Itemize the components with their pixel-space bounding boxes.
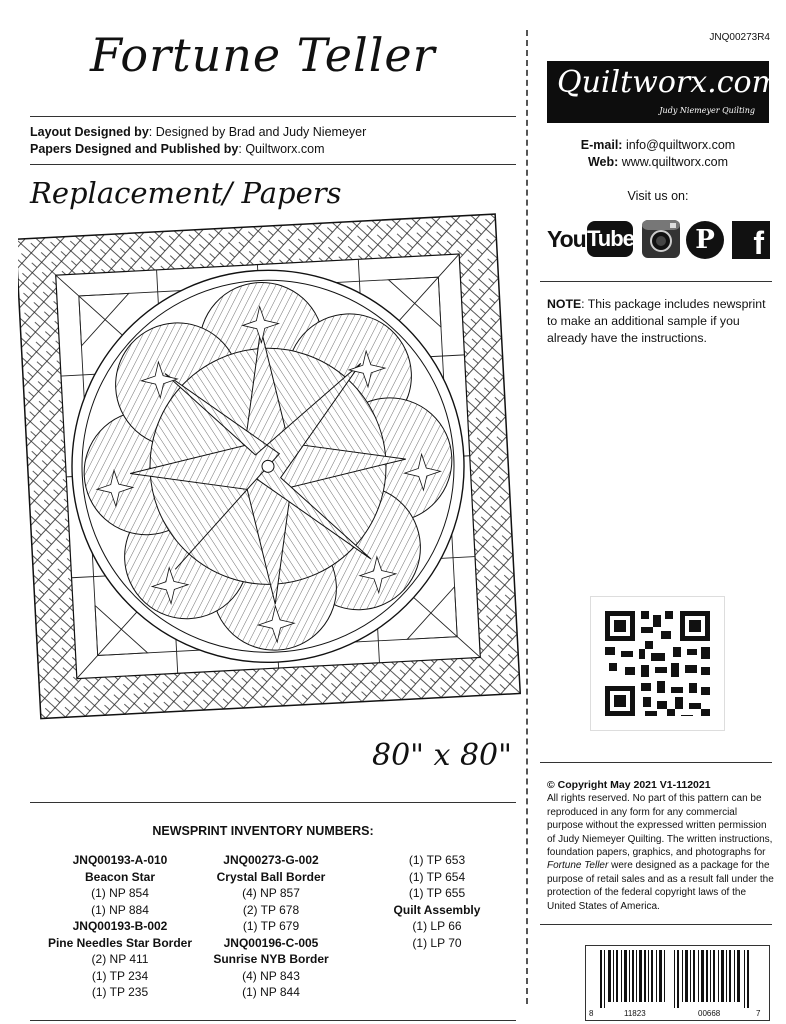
youtube-icon[interactable] [547, 218, 633, 260]
email-label: E-mail: [580, 138, 623, 152]
pattern-code: JNQ00273R4 [709, 32, 770, 43]
copyright-text-1: All rights reserved. No part of this pattern can be reproduced in any form for any commercial purpose without the expressed written permission of Judy Niemeyer Quilting. The written instructions, foundation papers, graphics, and photographs for [547, 793, 773, 859]
copyright-heading: © Copyright May 2021 V1-112021 [547, 779, 711, 791]
upc-barcode [585, 945, 770, 1021]
divider [540, 762, 772, 763]
note-block [547, 296, 772, 347]
layout-label: Layout Designed by [30, 125, 149, 139]
inventory-line: Sunrise NYB Border [213, 952, 329, 966]
youtube-tube-text: Tube [587, 221, 633, 257]
barcode-digit-3: 00668 [698, 1009, 721, 1018]
qr-code[interactable] [590, 596, 725, 731]
contact-block [540, 137, 776, 171]
barcode-bars [586, 950, 769, 1010]
subtitle: Replacement/ Papers [30, 176, 342, 210]
divider [30, 1020, 516, 1021]
barcode-digit-1: 8 [589, 1009, 594, 1018]
layout-value: : Designed by Brad and Judy Niemeyer [148, 125, 367, 139]
inventory-line: JNQ00193-A-010 [72, 853, 168, 867]
papers-value: : Quiltworx.com [238, 142, 325, 156]
inventory-line: Beacon Star [84, 869, 156, 884]
pattern-title: Fortune Teller [90, 28, 436, 82]
credits-block [30, 124, 366, 158]
inventory-column-3 [372, 852, 502, 951]
copyright-text-2: were designed as a package for the purpose of retail sales and as a result fall under the protection of the federal copyright laws of the United States of America. [547, 860, 774, 912]
copyright-italic-title: Fortune Teller [547, 860, 609, 872]
inventory-line: (1) NP 884 [91, 902, 149, 917]
inventory-line: (1) LP 70 [412, 935, 462, 950]
inventory-line: (1) TP 655 [408, 886, 466, 900]
inventory-line: Quilt Assembly [393, 902, 481, 917]
divider [540, 281, 772, 282]
quilt-line-drawing [18, 196, 530, 736]
inventory-line: JNQ00196-C-005 [223, 935, 319, 950]
inventory-line: (1) NP 854 [91, 886, 149, 900]
pinterest-letter: P [686, 221, 724, 259]
facebook-icon[interactable] [732, 218, 770, 260]
inventory-line: Crystal Ball Border [216, 869, 326, 884]
email-link[interactable]: info@quiltworx.com [622, 138, 736, 152]
column-separator [526, 30, 528, 1004]
inventory-line: (1) LP 66 [412, 919, 462, 933]
inventory-line: JNQ00273-G-002 [223, 853, 319, 867]
barcode-digit-2: 11823 [624, 1009, 646, 1018]
inventory-line: (1) TP 654 [408, 869, 466, 884]
note-text: : This package includes newsprint to make an additional sample if you already have the instructions. [547, 297, 766, 345]
inventory-line: (2) NP 411 [91, 952, 149, 966]
visit-us-label: Visit us on: [627, 189, 689, 203]
quilt-size: 80" x 80" [372, 738, 512, 773]
divider [540, 924, 772, 925]
web-link[interactable]: www.quiltworx.com [618, 155, 729, 169]
divider [30, 116, 516, 117]
facebook-letter: f [732, 221, 770, 259]
inventory-line: (1) TP 679 [242, 919, 300, 933]
inventory-line: (1) NP 844 [242, 985, 300, 999]
quiltworx-logo [547, 61, 781, 123]
inventory-line: (1) TP 235 [91, 985, 149, 999]
web-label: Web: [587, 155, 619, 169]
note-label: NOTE [547, 297, 582, 311]
inventory-column-1 [40, 852, 200, 1001]
inventory-line: (4) NP 857 [242, 886, 300, 900]
papers-label: Papers Designed and Published by [30, 142, 239, 156]
barcode-digit-4: 7 [756, 1009, 761, 1018]
inventory-column-2 [196, 852, 346, 1001]
copyright-block [547, 779, 775, 913]
logo-text: Quiltworx.com [557, 65, 781, 100]
inventory-line: (4) NP 843 [242, 968, 300, 983]
inventory-line: (1) TP 234 [91, 968, 149, 983]
divider [30, 164, 516, 165]
instagram-icon[interactable] [641, 218, 681, 260]
logo-subtext: Judy Niemeyer Quilting [659, 106, 755, 115]
inventory-heading: NEWSPRINT INVENTORY NUMBERS: [152, 824, 374, 838]
inventory-line: Pine Needles Star Border [47, 935, 193, 950]
pinterest-icon[interactable] [686, 218, 724, 260]
inventory-line: (2) TP 678 [242, 902, 300, 917]
divider [30, 802, 516, 803]
youtube-you-text: You [547, 226, 586, 252]
inventory-line: JNQ00193-B-002 [72, 919, 168, 933]
inventory-line: (1) TP 653 [408, 853, 466, 867]
